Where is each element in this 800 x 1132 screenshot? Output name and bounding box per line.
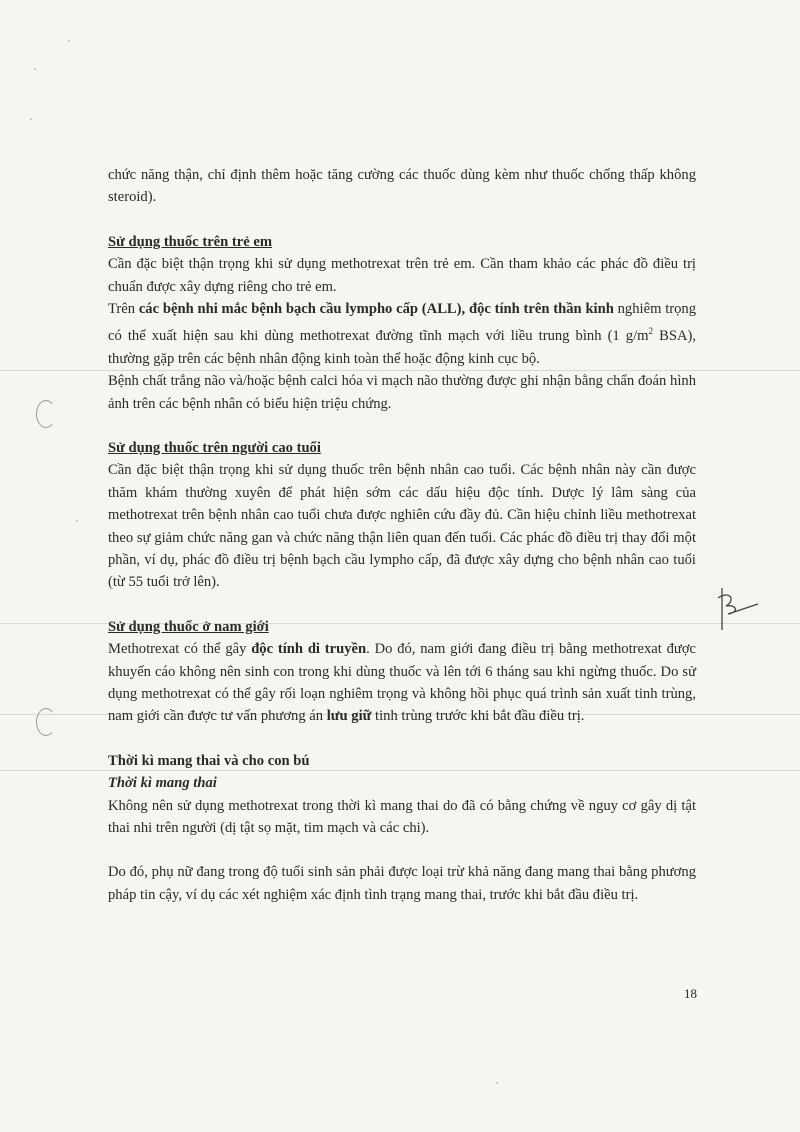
punch-hole — [36, 400, 56, 428]
signature-mark — [710, 584, 770, 634]
section-heading-pregnancy: Thời kì mang thai và cho con bú — [108, 752, 310, 769]
paragraph-pregnancy-1: Không nên sử dụng methotrexat trong thời kì mang thai do đã có bằng chứng về nguy cơ gây dị tật thai nhi trên người (dị tật sọ mặt, tim mạch và các chi). — [108, 797, 696, 837]
superscript: 2 — [648, 326, 654, 337]
text-run: Trên — [108, 301, 139, 318]
paragraph-pregnancy-2: Do đó, phụ nữ đang trong độ tuổi sinh sản phải được loại trừ khả năng đang mang thai bằng phương pháp tin cậy, ví dụ các xét nghiệm xác định tình trạng mang thai, trước khi bắt đầu điều trị. — [108, 864, 696, 903]
text-run: . Do đó, nam giới đang điều trị bằng methotrexat được khuyến cáo không nên sinh con trong khi dùng thuốc và lên tới 6 tháng sau khi ngừng thuốc. Do sử dụng methotrexat có thể gây rối loạn nghiêm trọng và không hồi phục quá trình sản xuất tinh trùng, nam giới cần được tư vấn phương án — [108, 641, 697, 725]
bold-text: lưu giữ — [326, 708, 372, 725]
bold-text: các bệnh nhi mắc bệnh bạch cầu lympho cấp (ALL), độc tính trên thần kinh — [138, 301, 614, 318]
bold-text: độc tính di truyền — [251, 641, 367, 658]
scan-speck — [68, 40, 70, 42]
text-run: tinh trùng trước khi bắt đầu điều trị. — [371, 708, 585, 725]
text-run: Methotrexat có thể gây — [108, 641, 252, 658]
page-number: 18 — [684, 986, 697, 1001]
scan-speck — [30, 118, 32, 120]
paragraph-children-3: Bệnh chất trắng não và/hoặc bệnh calci hóa vi mạch não thường được ghi nhận bằng chẩn đoán hình ảnh trên các bệnh nhân có biểu hiện triệu chứng. — [108, 373, 696, 412]
paragraph-elderly-1: Cần đặc biệt thận trọng khi sử dụng thuốc trên bệnh nhân cao tuổi. Các bệnh nhân này cần được thăm khám thường xuyên để phát hiện sớm các dấu hiệu độc tính. Dược lý lâm sàng của methotrexat trên bệnh nhân cao tuổi chưa được nghiên cứu đầy đủ. Cần hiệu chỉnh liều methotrexat theo sự giảm chức năng gan và chức năng thận liên quan đến tuổi. Các phác đồ điều trị thay đổi một phần, ví dụ, phác đồ điều trị bệnh bạch cầu lympho cấp, đã được xây dựng cho bệnh nhân cao tuổi (từ 55 tuổi trở lên). — [108, 462, 696, 591]
document-body — [108, 164, 696, 906]
section-heading-men: Sử dụng thuốc ở nam giới — [108, 618, 269, 635]
section-heading-children: Sử dụng thuốc trên trẻ em — [108, 233, 273, 250]
section-heading-elderly: Sử dụng thuốc trên người cao tuổi — [108, 439, 321, 456]
paragraph-children-1: Cần đặc biệt thận trọng khi sử dụng methotrexat trên trẻ em. Cần tham khảo các phác đồ điều trị chuẩn được xây dựng riêng cho trẻ em. — [108, 256, 696, 295]
continuation-paragraph: chức năng thận, chỉ định thêm hoặc tăng cường các thuốc dùng kèm như thuốc chống thấp không steroid). — [108, 167, 696, 206]
paragraph-men-1 — [108, 638, 696, 728]
subheading-pregnancy: Thời kì mang thai — [108, 775, 217, 792]
text-run: BSA), thường gặp trên các bệnh nhân động kinh toàn thể hoặc động kinh cục bộ. — [108, 328, 696, 367]
scan-speck — [496, 1082, 498, 1084]
text-run: nghiêm trọng có thể xuất hiện sau khi dùng methotrexat đường tĩnh mạch với liều trung bình (1 g/m — [108, 301, 697, 345]
paragraph-children-2 — [108, 298, 696, 370]
scan-speck — [34, 68, 36, 70]
punch-hole — [36, 708, 56, 736]
scan-speck — [76, 520, 78, 522]
